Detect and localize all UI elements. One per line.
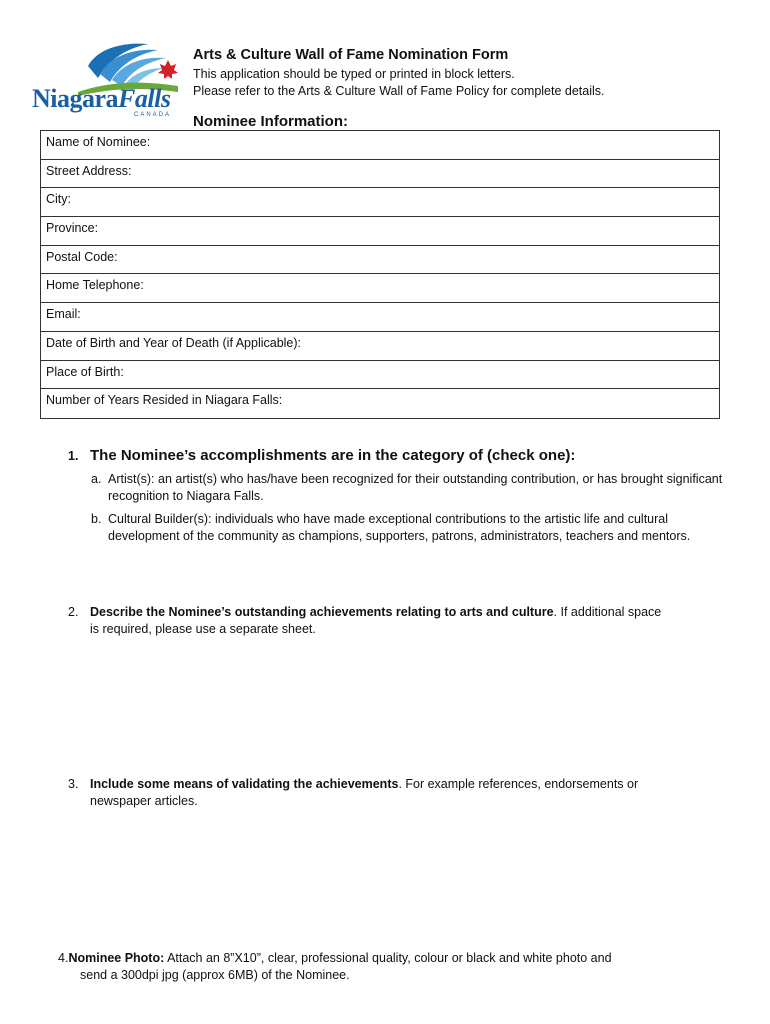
field-email[interactable]: Email:	[41, 303, 719, 332]
niagara-falls-logo	[28, 38, 184, 122]
field-date-of-birth-death[interactable]: Date of Birth and Year of Death (if Applicable):	[41, 332, 719, 361]
form-title: Arts & Culture Wall of Fame Nomination Form	[193, 47, 509, 63]
field-home-telephone[interactable]: Home Telephone:	[41, 274, 719, 303]
instructions-line-2: Please refer to the Arts & Culture Wall of Fame Policy for complete details.	[193, 84, 605, 98]
logo-wordmark: NiagaraFalls	[32, 84, 171, 113]
field-place-of-birth[interactable]: Place of Birth:	[41, 361, 719, 390]
question-2: 2. Describe the Nominee’s outstanding achievements relating to arts and culture. If additional space is required, please use a separate sheet.	[68, 605, 662, 636]
nominee-info-heading: Nominee Information:	[193, 113, 349, 130]
question-1	[68, 447, 733, 545]
field-city[interactable]: City:	[41, 188, 719, 217]
option-artist[interactable]: a. Artist(s): an artist(s) who has/have been recognized for their outstanding contribution, or has brought significant recognition to Niagara Falls.	[91, 472, 723, 503]
option-cultural-builder[interactable]: b. Cultural Builder(s): individuals who have made exceptional contributions to the artistic life and cultural development of the community as champions, supporters, patrons, administrators, teachers and mentors.	[91, 512, 691, 543]
field-province[interactable]: Province:	[41, 217, 719, 246]
field-name-of-nominee[interactable]: Name of Nominee:	[41, 131, 719, 160]
nominee-info-table	[40, 130, 720, 419]
field-years-resided[interactable]: Number of Years Resided in Niagara Falls:	[46, 393, 283, 408]
logo-tagline: CANADA	[134, 112, 172, 118]
field-street-address[interactable]: Street Address:	[41, 160, 719, 189]
question-3: 3. Include some means of validating the achievements. For example references, endorsements or newspaper articles.	[68, 777, 639, 808]
maple-leaf-icon	[158, 60, 178, 79]
question-1-heading: 1. The Nominee’s accomplishments are in the category of (check one):	[68, 447, 576, 464]
question-4: 4.Nominee Photo: Attach an 8”X10”, clear, professional quality, colour or black and white photo and send a 300dpi jpg (approx 6MB) of the Nominee.	[58, 951, 612, 982]
field-postal-code[interactable]: Postal Code:	[41, 246, 719, 275]
instructions-line-1: This application should be typed or printed in block letters.	[193, 67, 515, 81]
